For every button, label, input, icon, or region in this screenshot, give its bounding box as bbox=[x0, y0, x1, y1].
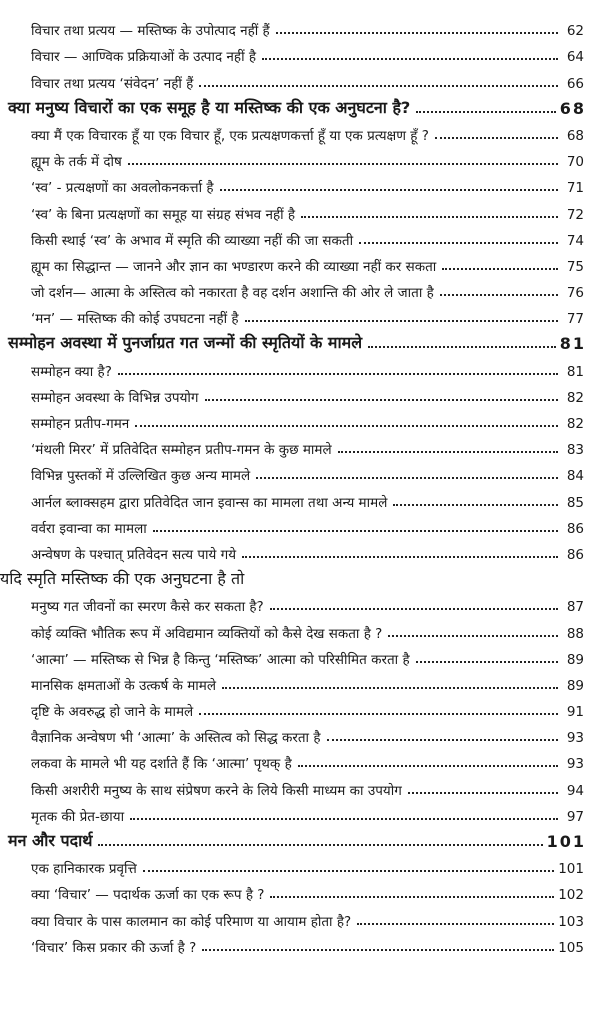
dot-leader bbox=[368, 346, 556, 348]
dot-leader bbox=[442, 268, 558, 270]
dot-leader bbox=[357, 923, 554, 925]
toc-page-number: 89 bbox=[566, 651, 584, 668]
toc-entry bbox=[0, 39, 600, 65]
toc-page-number: 103 bbox=[558, 913, 584, 930]
toc-page-number: 94 bbox=[566, 782, 584, 799]
toc-entry-title: ‘स्व’ - प्रत्यक्षणों का अवलोकनकर्त्ता है bbox=[31, 180, 214, 197]
dot-leader bbox=[205, 399, 558, 401]
toc-entry bbox=[0, 668, 600, 694]
toc-entry bbox=[0, 249, 600, 275]
toc-entry bbox=[0, 65, 600, 91]
toc-entry-title: ‘आत्मा’ — मस्तिष्क से भिन्न है किन्तु ‘मस्तिष्क’ आत्मा को परिसीमित करता है bbox=[31, 651, 410, 668]
toc-entry-title: ‘मंथली मिरर’ में प्रतिवेदित सम्मोहन प्रतीप-गमन के कुछ मामले bbox=[31, 442, 332, 459]
toc-page-number: 64 bbox=[566, 49, 584, 66]
toc-entry-title: किसी अशरीरी मनुष्य के साथ संप्रेषण करने के लिये किसी माध्यम का उपयोग bbox=[31, 782, 402, 799]
toc-entry bbox=[0, 930, 600, 956]
toc-entry-title: वर्वरा इवान्वा का मामला bbox=[31, 520, 147, 537]
toc-entry bbox=[0, 563, 600, 589]
toc-page-number: 86 bbox=[566, 546, 584, 563]
toc-page-number: 88 bbox=[566, 625, 584, 642]
toc-page-number: 66 bbox=[566, 75, 584, 92]
dot-leader bbox=[143, 870, 554, 872]
dot-leader bbox=[270, 608, 558, 610]
toc-entry bbox=[0, 642, 600, 668]
toc-page-number: 70 bbox=[566, 154, 584, 171]
dot-leader bbox=[245, 320, 558, 322]
toc-page-number: 85 bbox=[566, 494, 584, 511]
toc-entry-title: ‘मन’ — मस्तिष्क की कोई उपघटना नहीं है bbox=[31, 311, 239, 328]
toc-chapter-heading bbox=[0, 825, 600, 851]
dot-leader bbox=[220, 189, 558, 191]
toc-entry-title: दृष्टि के अवरुद्ध हो जाने के मामले bbox=[31, 704, 194, 721]
dot-leader bbox=[242, 556, 558, 558]
toc-entry-title: ‘विचार’ किस प्रकार की ऊर्जा है ? bbox=[31, 939, 197, 956]
toc-page-number: 101 bbox=[558, 861, 584, 878]
toc-entry bbox=[0, 903, 600, 929]
toc-entry bbox=[0, 118, 600, 144]
toc-page-number: 105 bbox=[558, 939, 584, 956]
toc-page-number: 77 bbox=[566, 311, 584, 328]
toc-entry-title: विचार तथा प्रत्यय — मस्तिष्क के उपोत्पाद नहीं हैं bbox=[31, 23, 270, 40]
toc-entry bbox=[0, 537, 600, 563]
toc-entry bbox=[0, 720, 600, 746]
toc-entry-title: ह्यूम के तर्क में दोष bbox=[31, 154, 122, 171]
toc-entry bbox=[0, 196, 600, 222]
toc-entry-title: यदि स्मृति मस्तिष्क की एक अनुघटना है तो bbox=[0, 569, 245, 589]
toc-entry-title: आर्नल ब्लाक्सहम द्वारा प्रतिवेदित जान इवान्स का मामला तथा अन्य मामले bbox=[31, 494, 388, 511]
toc-entry bbox=[0, 380, 600, 406]
toc-page-number: 87 bbox=[566, 599, 584, 616]
dot-leader bbox=[435, 137, 558, 139]
dot-leader bbox=[262, 58, 558, 60]
toc-entry bbox=[0, 799, 600, 825]
toc-entry-title: मानसिक क्षमताओं के उत्कर्ष के मामले bbox=[31, 677, 216, 694]
toc-entry-title: मन और पदार्थ bbox=[8, 831, 93, 850]
toc-entry-title: ह्यूम का सिद्धान्त — जानने और ज्ञान का भण्डारण करने की व्याख्या नहीं कर सकता bbox=[31, 258, 437, 275]
toc-entry-title: क्या ‘विचार’ — पदार्थक ऊर्जा का एक रूप है ? bbox=[31, 887, 265, 904]
toc-page-number: 68 bbox=[559, 98, 586, 118]
toc-page-number: 84 bbox=[566, 468, 584, 485]
dot-leader bbox=[327, 739, 558, 741]
toc-entry-title: क्या विचार के पास कालमान का कोई परिमाण या आयाम होता है? bbox=[31, 913, 352, 930]
toc-entry-title: क्या मैं एक विचारक हूँ या एक विचार हूँ, एक प्रत्यक्षणकर्त्ता हूँ या एक प्रत्यक्षण हूँ ? bbox=[31, 127, 429, 144]
toc-page-number: 62 bbox=[566, 23, 584, 40]
toc-entry-title: एक हानिकारक प्रवृत्ति bbox=[31, 861, 137, 878]
toc-page-number: 97 bbox=[566, 808, 584, 825]
toc-entry bbox=[0, 406, 600, 432]
toc-entry-title: लकवा के मामले भी यह दर्शाते हैं कि ‘आत्मा’ पृथक् है bbox=[31, 756, 292, 773]
toc-page-number: 71 bbox=[566, 180, 584, 197]
dot-leader bbox=[408, 792, 558, 794]
toc-entry bbox=[0, 144, 600, 170]
dot-leader bbox=[256, 477, 558, 479]
toc-entry-title: ‘स्व’ के बिना प्रत्यक्षणों का समूह या संग्रह संभव नहीं है bbox=[31, 206, 296, 223]
toc-page-number: 101 bbox=[546, 832, 586, 851]
dot-leader bbox=[416, 661, 558, 663]
toc-entry bbox=[0, 772, 600, 798]
toc-entry-title: सम्मोहन अवस्था में पुनर्जाग्रत गत जन्मों की स्मृतियों के मामले bbox=[8, 333, 363, 353]
toc-page-number: 82 bbox=[566, 416, 584, 432]
toc-page-number: 74 bbox=[566, 232, 584, 249]
dot-leader bbox=[276, 32, 558, 34]
toc-page-number: 89 bbox=[566, 677, 584, 694]
dot-leader bbox=[130, 818, 558, 820]
toc-page-number: 81 bbox=[559, 334, 586, 354]
toc-entry bbox=[0, 13, 600, 39]
toc-entry-title: मृतक की प्रेत-छाया bbox=[31, 808, 125, 825]
dot-leader bbox=[388, 635, 558, 637]
dot-leader bbox=[118, 373, 558, 375]
toc-page-number: 86 bbox=[566, 520, 584, 537]
dot-leader bbox=[128, 163, 558, 165]
dot-leader bbox=[199, 85, 558, 87]
toc-page-number: 81 bbox=[566, 363, 584, 380]
toc-entry bbox=[0, 877, 600, 903]
toc-entry-title: जो दर्शन— आत्मा के अस्तित्व को नकारता है वह दर्शन अशान्ति की ओर ले जाता है bbox=[31, 285, 434, 302]
toc-page-number: 83 bbox=[566, 442, 584, 459]
dot-leader bbox=[440, 294, 558, 296]
toc-entry bbox=[0, 301, 600, 327]
toc-entry-title: वैज्ञानिक अन्वेषण भी ‘आत्मा’ के अस्तित्व को सिद्ध करता है bbox=[31, 730, 321, 747]
table-of-contents bbox=[0, 13, 600, 956]
toc-entry bbox=[0, 694, 600, 720]
dot-leader bbox=[301, 216, 558, 218]
dot-leader bbox=[393, 504, 558, 506]
toc-entry-title: विचार तथा प्रत्यय ‘संवेदन’ नहीं हैं bbox=[31, 75, 194, 92]
toc-chapter-heading bbox=[0, 92, 600, 118]
toc-entry-title: क्या मनुष्य विचारों का एक समूह है या मस्तिष्क की एक अनुघटना है? bbox=[8, 97, 411, 117]
toc-entry-title: सम्मोहन अवस्था के विभिन्न उपयोग bbox=[31, 389, 199, 406]
dot-leader bbox=[298, 765, 558, 767]
toc-page-number: 82 bbox=[566, 389, 584, 406]
toc-page-number: 93 bbox=[566, 730, 584, 747]
toc-entry bbox=[0, 432, 600, 458]
toc-page-number: 68 bbox=[566, 127, 584, 144]
toc-page-number: 102 bbox=[558, 887, 584, 904]
toc-page-number: 76 bbox=[566, 285, 584, 302]
toc-entry-title: सम्मोहन क्या है? bbox=[31, 363, 112, 380]
dot-leader bbox=[359, 242, 558, 244]
toc-entry-title: विभिन्न पुस्तकों में उल्लिखित कुछ अन्य मामले bbox=[31, 468, 251, 485]
dot-leader bbox=[338, 451, 558, 453]
dot-leader bbox=[416, 111, 555, 113]
toc-entry bbox=[0, 170, 600, 196]
toc-entry bbox=[0, 223, 600, 249]
toc-page-number: 91 bbox=[566, 704, 584, 721]
toc-entry bbox=[0, 589, 600, 615]
toc-entry-title: मनुष्य गत जीवनों का स्मरण कैसे कर सकता है? bbox=[31, 599, 264, 616]
dot-leader bbox=[199, 713, 558, 715]
toc-entry bbox=[0, 746, 600, 772]
dot-leader bbox=[135, 425, 558, 427]
toc-entry bbox=[0, 615, 600, 641]
toc-entry-title: सम्मोहन प्रतीप-गमन bbox=[31, 416, 130, 432]
toc-entry-title: विचार — आण्विक प्रक्रियाओं के उत्पाद नहीं है bbox=[31, 49, 257, 66]
dot-leader bbox=[270, 896, 554, 898]
toc-page-number: 75 bbox=[566, 258, 584, 275]
dot-leader bbox=[98, 844, 542, 846]
toc-entry bbox=[0, 275, 600, 301]
toc-chapter-heading bbox=[0, 327, 600, 353]
toc-entry bbox=[0, 511, 600, 537]
toc-entry-title: किसी स्थाई ‘स्व’ के अभाव में स्मृति की व्याख्या नहीं की जा सकती bbox=[31, 232, 354, 249]
toc-entry-title: कोई व्यक्ति भौतिक रूप में अविद्यमान व्यक्तियों को कैसे देख सकता है ? bbox=[31, 625, 383, 642]
dot-leader bbox=[153, 530, 558, 532]
toc-entry bbox=[0, 458, 600, 484]
toc-entry bbox=[0, 851, 600, 877]
toc-entry bbox=[0, 484, 600, 510]
dot-leader bbox=[222, 687, 558, 689]
toc-entry bbox=[0, 353, 600, 379]
toc-page-number: 72 bbox=[566, 206, 584, 223]
toc-page-number: 93 bbox=[566, 756, 584, 773]
toc-entry-title: अन्वेषण के पश्चात् प्रतिवेदन सत्य पाये गये bbox=[31, 546, 237, 563]
dot-leader bbox=[202, 949, 554, 951]
